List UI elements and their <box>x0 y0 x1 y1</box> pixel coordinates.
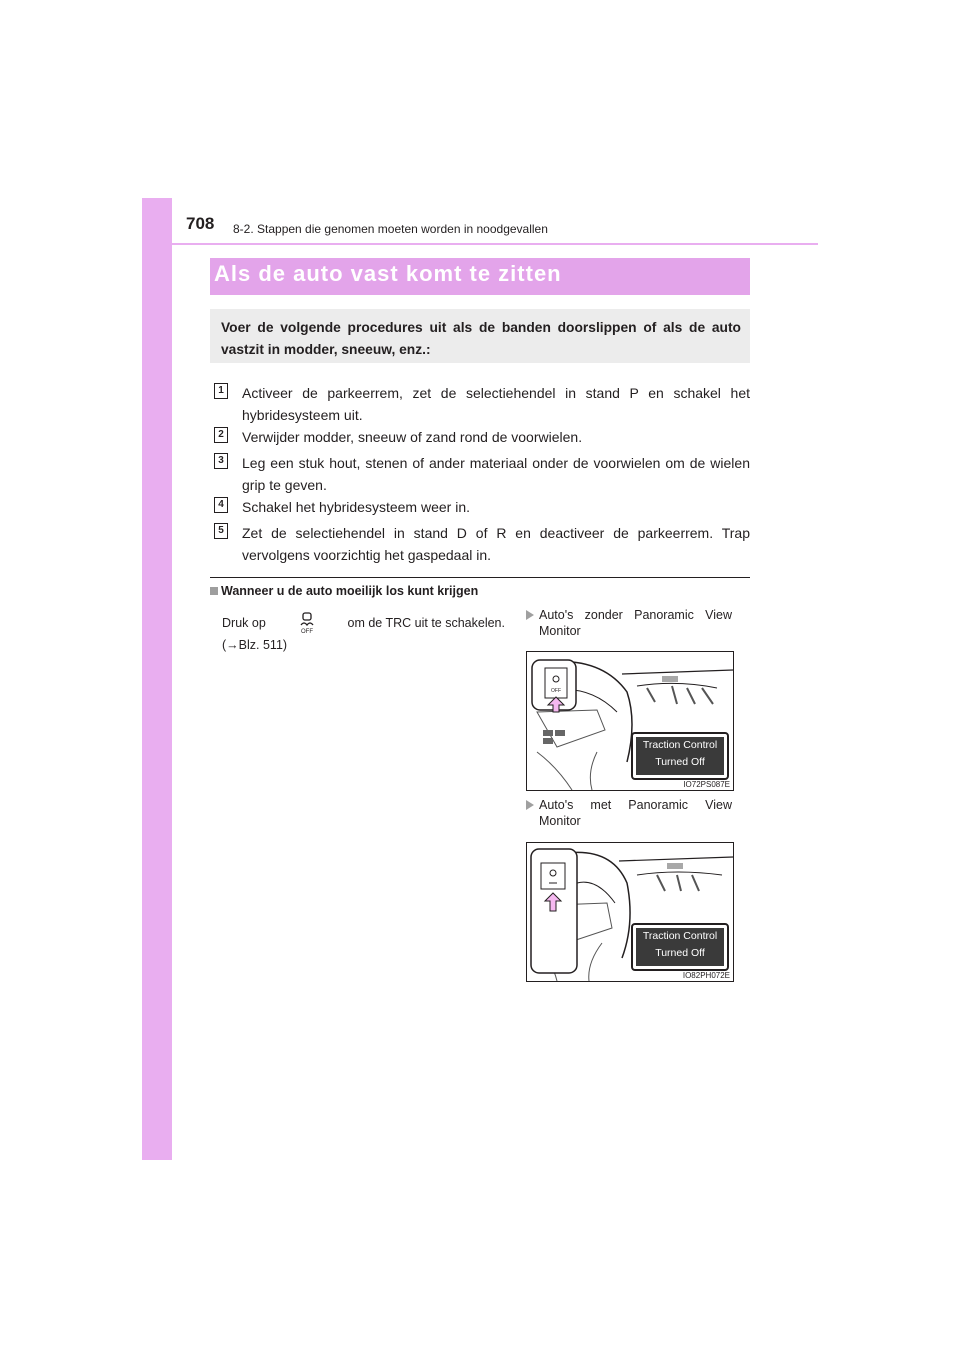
figure-code: IO82PH072E <box>682 971 730 980</box>
traction-control-message <box>636 737 724 775</box>
page-reference: (→Blz. 511) <box>222 638 288 652</box>
druk-instruction <box>222 612 505 656</box>
traction-control-display <box>631 923 729 971</box>
variant-text: Auto's zonder Panoramic View Monitor <box>539 608 732 638</box>
intro-box <box>210 309 750 363</box>
arrow-bullet-icon <box>526 800 534 810</box>
message-line-1: Traction Control <box>642 739 718 751</box>
message-line-2: Turned Off <box>655 756 705 768</box>
subsection-rule <box>210 577 750 578</box>
druk-text-b: om de TRC uit te schakelen. <box>347 616 505 630</box>
intro-text: Voer de volgende procedures uit als de banden doorslippen of als de auto vastzit in modder, sneeuw, enz.: <box>221 320 741 357</box>
figure-code: IO72PS087E <box>683 780 730 789</box>
step-number: 4 <box>214 497 228 513</box>
step-text: Verwijder modder, sneeuw of zand rond de voorwielen. <box>242 429 583 445</box>
page-number: 708 <box>186 214 215 233</box>
chapter-tab <box>142 198 172 1160</box>
variant-text: Auto's met Panoramic View Monitor <box>539 798 732 828</box>
square-bullet-icon <box>210 587 218 595</box>
header-rule <box>172 243 818 245</box>
step-number: 3 <box>214 453 228 469</box>
step-number: 2 <box>214 427 228 443</box>
page-title: Als de auto vast komt te zitten <box>214 261 562 286</box>
message-line-2: Turned Off <box>655 947 705 959</box>
title-bar <box>210 258 750 295</box>
step-text: Leg een stuk hout, stenen of ander materiaal onder de voorwielen om de wielen grip te geven. <box>242 455 750 493</box>
trc-off-icon-label: OFF <box>300 629 313 634</box>
arrow-bullet-icon <box>526 610 534 620</box>
dashboard-figure <box>526 842 734 982</box>
subsection-heading-text: Wanneer u de auto moeilijk los kunt krijgen <box>221 584 479 598</box>
step-text: Activeer de parkeerrem, zet de selectiehendel in stand P en schakel het hybridesysteem uit. <box>242 385 750 423</box>
dashboard-figure <box>526 651 734 791</box>
traction-control-display <box>631 732 729 780</box>
druk-text-a: Druk op <box>222 616 266 630</box>
step-number: 5 <box>214 523 228 539</box>
step-text: Schakel het hybridesysteem weer in. <box>242 499 470 515</box>
step-number: 1 <box>214 383 228 399</box>
section-header: 8-2. Stappen die genomen moeten worden in noodgevallen <box>233 222 548 236</box>
step-text: Zet de selectiehendel in stand D of R en deactiveer de parkeerrem. Trap vervolgens voorzichtig het gaspedaal in. <box>242 525 750 563</box>
trc-off-icon <box>296 612 318 634</box>
message-line-1: Traction Control <box>642 930 718 942</box>
subsection-heading <box>210 584 478 598</box>
traction-control-message <box>636 928 724 966</box>
switch-label: OFF <box>551 688 561 694</box>
